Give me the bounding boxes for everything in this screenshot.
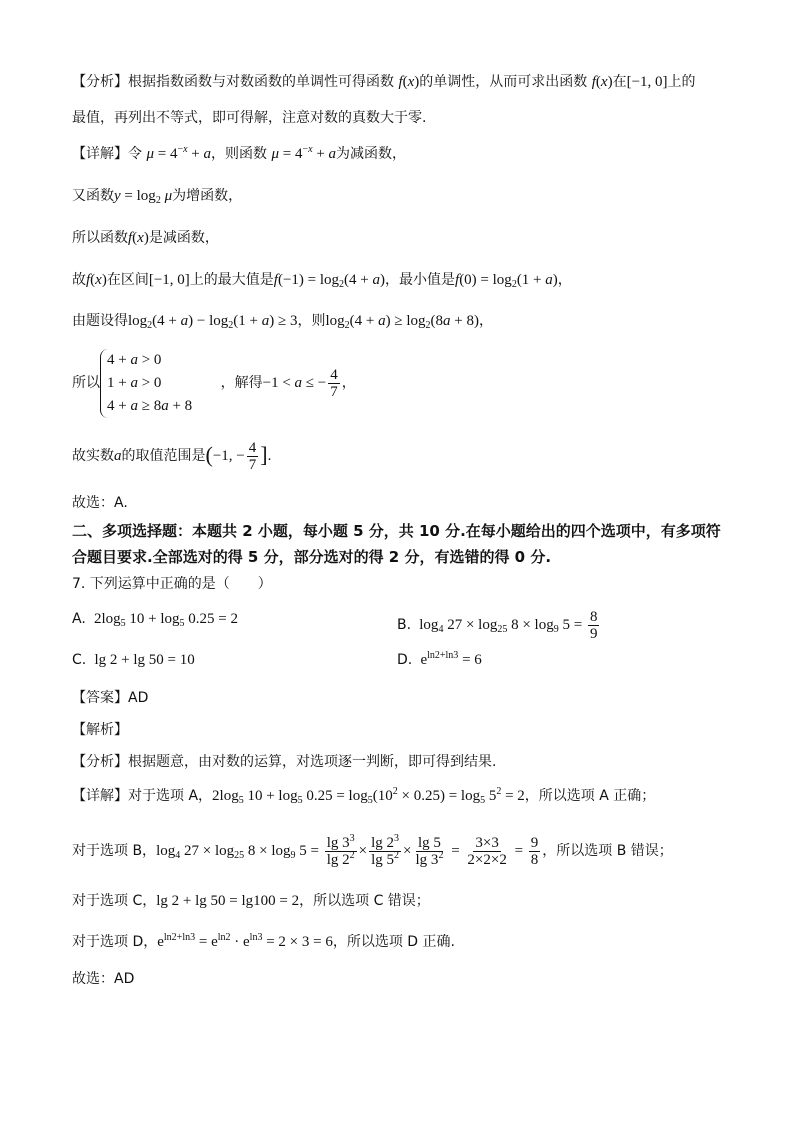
q7-stem: 7. 下列运算中正确的是（ ） xyxy=(72,576,272,592)
q7-explanation-tag: 【解析】 xyxy=(72,722,128,738)
q6-analysis-line2: 最值，再列出不等式，即可得解，注意对数的真数大于零. xyxy=(72,110,427,126)
analysis-tag: 【分析】 xyxy=(72,74,128,90)
text: 故实数 xyxy=(72,447,114,464)
text: ， xyxy=(478,313,493,329)
formula: $f(-1) = \log_2(4 + a)$ xyxy=(273,272,386,290)
formula: $\mu = 4^{-x} + a$ xyxy=(146,144,212,162)
text: 根据指数函数与对数函数的单调性可得函数 xyxy=(128,74,394,90)
formula: lg 2 + lg 50 = 10 xyxy=(90,652,195,668)
text: ，所以选项 B 错误； xyxy=(542,843,673,859)
q7-option-c xyxy=(72,650,195,670)
formula: (−1, − $\frac{4}{7}$ ]. xyxy=(205,440,272,473)
formula: $e^{ln2+ln3} = 6$ xyxy=(416,650,482,668)
text: ，解得 xyxy=(220,375,263,391)
inequality-system: 4 + a > 0 1 + a > 0 4 + a ≥ 8a + 8 xyxy=(100,349,192,418)
detail-tag: 【详解】 xyxy=(72,146,128,162)
q6-detail-line2 xyxy=(72,186,242,206)
text: 对于选项 B， xyxy=(72,843,157,859)
q7-detail-a xyxy=(72,786,655,806)
q6-detail-line3 xyxy=(72,228,219,248)
formula: $2\log_5$ $10 + \log_5 0.25 = \log_5(10^2 \times 0.25) = \log_5 5^2 = 2$ xyxy=(212,786,525,806)
q7-detail-b xyxy=(72,834,673,868)
text: 的单调性，从而可求出函数 xyxy=(419,74,588,90)
formula: f(x) xyxy=(591,74,613,90)
option-label: A. xyxy=(72,611,86,627)
analysis-tag: 【分析】 xyxy=(72,754,128,770)
q6-detail-line4 xyxy=(72,270,572,290)
text: ，所以选项 C 错误； xyxy=(299,893,430,909)
answer-value: AD xyxy=(128,690,149,706)
q6-analysis-line1 xyxy=(72,72,696,92)
text: 的取值范围是 xyxy=(121,447,206,464)
formula: $\log_2(4 + a) \ge \log_2(8a + 8)$ xyxy=(325,313,479,331)
option-label: B. xyxy=(397,616,412,633)
formula: $\mu = 4^{-x} + a$ xyxy=(271,144,337,162)
option-label: C. xyxy=(72,652,87,668)
text: 上的 xyxy=(667,74,696,90)
q7-answer xyxy=(72,688,148,708)
q6-detail-line7 xyxy=(72,440,271,473)
text: 令 xyxy=(128,146,142,162)
text: ，最小值是 xyxy=(385,272,456,288)
formula: a xyxy=(114,447,122,464)
detail-tag: 【详解】 xyxy=(72,788,128,804)
formula: f(x) xyxy=(398,74,420,90)
text: ， xyxy=(341,375,356,391)
text: 在区间 xyxy=(106,272,149,288)
formula: $\log_4 27 \times \log_{25} 8 \times \log_9 5$ = $\frac{\lg 3^3}{\lg 2^2}$ × $\frac{\lg 2^3}{\lg 5^2}$ × $\frac{\lg 5}{\lg 3^2}$ = $\frac{3\times 3}{2\times 2\times 2}$ = $\frac{9}{8}$ xyxy=(156,833,539,869)
text: ，则函数 xyxy=(211,146,268,162)
text: 对于选项 C， xyxy=(72,893,157,909)
formula: [−1, 0] xyxy=(148,272,190,288)
text: 又函数 xyxy=(72,188,114,204)
answer-tag: 【答案】 xyxy=(72,690,128,706)
text: 故 xyxy=(72,272,86,288)
formula: f(x) xyxy=(128,230,149,246)
formula: $f(0) = \log_2(1 + a)$ xyxy=(455,272,558,290)
text: ，所以选项 D 正确. xyxy=(332,934,455,950)
q7-detail-c xyxy=(72,891,430,911)
text: ， xyxy=(557,272,572,288)
q7-choice: 故选：AD xyxy=(72,971,135,987)
formula: f(x) xyxy=(86,272,107,288)
formula: $y = \log_2 \mu$ xyxy=(114,188,173,206)
q6-detail-line5 xyxy=(72,311,493,331)
q6-detail-line1 xyxy=(72,144,406,164)
q6-detail-line6 xyxy=(72,348,356,418)
q7-option-a xyxy=(72,609,238,629)
formula: $\log_2(4 + a) - \log_2(1 + a) \ge 3$ xyxy=(128,313,298,331)
q6-choice: 故选：A. xyxy=(72,495,128,511)
text: 所以 xyxy=(72,375,100,391)
text: 对于选项 A， xyxy=(128,788,213,804)
text: 上的最大值是 xyxy=(189,272,274,288)
text: 为增函数， xyxy=(172,188,243,204)
formula: lg 2 + lg 50 = lg100 = 2 xyxy=(156,893,300,909)
text: 在 xyxy=(612,74,627,90)
text: ，所以选项 A 正确； xyxy=(524,788,656,804)
text: 是减函数， xyxy=(148,230,219,246)
section-heading: 二、多项选择题：本题共 2 小题，每小题 5 分，共 10 分.在每小题给出的四个选项中，有多项符合题目要求.全部选对的得 5 分，部分选对的得 2 分，有选错的得 0 分. xyxy=(72,522,721,566)
formula: $e^{ln2+ln3} = e^{ln2} \cdot e^{ln3} = 2 \times 3 = 6$ xyxy=(157,932,333,950)
formula: $\log_4 27 \times \log_{25} 8 \times \log_9 5$ = $\frac{8}{9}$ xyxy=(415,609,598,642)
text: ，则 xyxy=(297,313,326,329)
text: 所以函数 xyxy=(72,230,128,246)
formula: $2\log_5$ $10 + \log_5 0.25 = 2$ xyxy=(90,611,239,629)
text: 根据题意，由对数的运算，对选项逐一判断，即可得到结果. xyxy=(128,754,497,770)
text: 对于选项 D， xyxy=(72,934,158,950)
text: 由题设得 xyxy=(72,313,128,329)
option-label: D. xyxy=(397,652,413,668)
formula: −1 < a ≤ − $\frac{4}{7}$ xyxy=(262,367,338,401)
q7-option-b xyxy=(397,609,601,642)
q7-detail-d xyxy=(72,932,455,952)
q7-option-d xyxy=(397,650,482,670)
q7-analysis xyxy=(72,752,496,772)
text: 为减函数， xyxy=(336,146,407,162)
formula: [−1, 0] xyxy=(626,74,668,90)
